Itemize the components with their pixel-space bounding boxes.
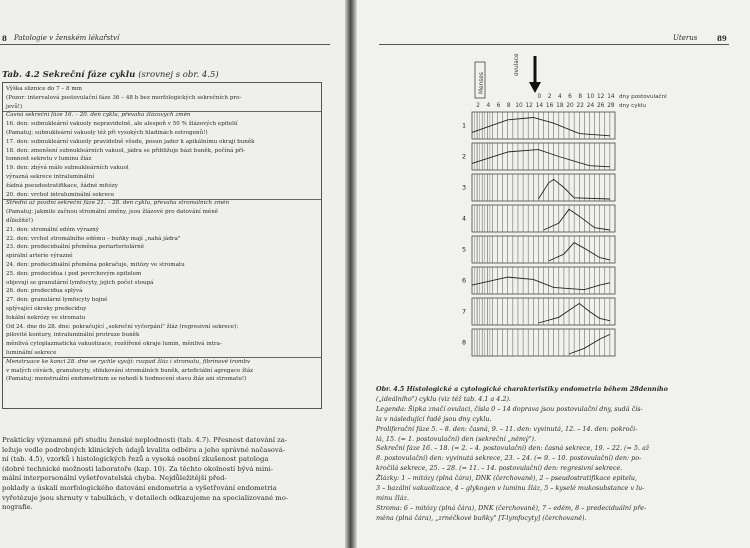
right-page <box>357 0 750 548</box>
row-number: 6 <box>462 276 467 285</box>
ovulation-label: ovulace <box>514 53 520 76</box>
left-page-number: 8 <box>2 34 7 43</box>
table-line: jevů!) <box>6 103 23 110</box>
table-line: 26. den: predecidua splývá <box>6 288 83 295</box>
table-title: Tab. 4.2 Sekreční fáze cyklu (srovnej s obr. 4.5) <box>2 70 219 80</box>
cycle-tick-label: 2 <box>476 103 480 109</box>
figure-row <box>462 143 615 170</box>
postovulatory-tick-label: 6 <box>568 94 572 100</box>
table-line: žádná pseudostratifikace, žádné mitózy <box>6 182 118 189</box>
cycle-tick-label: 4 <box>486 103 491 109</box>
table-line: Časná sekreční fáze 16. – 20. den cyklu, převaha žlázových změn <box>6 112 191 119</box>
table-line: 24. den: predeciduální přeměna pokračuje, mitózy ve stromatu <box>6 262 185 268</box>
figure-row <box>462 329 615 356</box>
table-line: 23. den: predeciduální přeměna periarteriolárně <box>6 244 145 251</box>
row-number: 7 <box>462 307 467 316</box>
cycle-days-label: dny cyklu <box>619 103 646 109</box>
figure-row <box>462 205 615 232</box>
caption-line: Žlázky: 1 – mitózy (plná čára), DNK (čerchovaně), 2 – pseudostratifikace epitelu, <box>376 474 638 483</box>
cycle-tick-label: 28 <box>607 103 615 109</box>
row-curve <box>544 209 610 230</box>
table-line: 27. den: granulární lymfocyty hojné <box>6 297 108 304</box>
table-line: v malých cévách, granulocyty, shlukování stromálních buněk, arteficiální agregace žláz <box>6 367 254 374</box>
table-line: (Pamatuj: menstruální endometrium se nehodí k hodnocení stavu žláz ani stromatu!) <box>6 376 247 383</box>
table-line: splývající okrsky predeciduy <box>6 306 87 312</box>
table-line: (Pozor: intervalová postovulační fáze 36 – 48 h bez morfologických sekrečních pro- <box>6 94 242 101</box>
table-line: 21. den: stromální edém výrazný <box>6 226 99 233</box>
table-line: fokální nekrózy ve stromatu <box>6 314 86 321</box>
cycle-tick-label: 22 <box>576 103 584 109</box>
row-number: 5 <box>462 245 467 254</box>
caption-line: 3 – bazální vakuolizace, 4 – glykogen v luminu žláz, 5 – kyselé mukosubstance v lu- <box>376 484 645 492</box>
postovulatory-days-label: dny postovulační <box>619 94 667 100</box>
postovulatory-tick-label: 12 <box>596 94 605 100</box>
cycle-tick-label: 24 <box>586 103 595 109</box>
table-title-note: (srovnej s obr. 4.5) <box>138 70 219 80</box>
cycle-tick-label: 10 <box>515 103 523 109</box>
row-number: 4 <box>462 214 467 223</box>
body-line: vyřetězuje jsou shrnuty v tabulkách, v detailech odkazujeme na specializované mo- <box>2 493 289 502</box>
right-running-head: Uterus <box>673 34 698 42</box>
caption-line: Stroma: 6 – mitózy (plná čára), DNK (čerchovaně), 7 – edém, 8 – predeciduální pře- <box>376 503 647 512</box>
menses-label: Menses <box>479 72 485 94</box>
cycle-tick-label: 16 <box>545 103 554 109</box>
figure-row <box>462 236 615 263</box>
postovulatory-tick-label: 14 <box>607 94 615 100</box>
cycle-tick-label: 8 <box>506 103 511 109</box>
body-line: (dobré technické možnosti laboratoře (kap. 10). Za těchto okolností bývá mini- <box>2 464 274 473</box>
figure-row <box>462 267 615 294</box>
caption-line: lá, 15. (= 1. postovulační) den (sekreční „němý"). <box>376 434 536 443</box>
cycle-tick-label: 26 <box>596 103 605 109</box>
caption-line: měna (plná čára), „zrnéčkové buňky" [T-lymfocyty] (čerchovaně). <box>376 513 587 522</box>
table-line: důležité!) <box>6 218 34 224</box>
cycle-day-scale <box>476 103 615 109</box>
table-line: (Pamatuj: jakmile začnou stromální změny, jsou žlázové pro datování méně <box>6 209 219 216</box>
body-line: nografie. <box>2 503 33 512</box>
table-line: 20. den: vrchol intraluminální sekrece <box>6 191 115 198</box>
postovulatory-tick-label: 0 <box>537 94 542 100</box>
figure-row <box>462 298 615 325</box>
postovulatory-tick-label: 10 <box>586 94 595 100</box>
table-line: luminální sekrece <box>6 350 57 356</box>
table-line: 18. den: zmenšení subnukleárních vakuol, jádra se přibližuje bázi buněk, počíná pří- <box>6 147 246 154</box>
cycle-tick-label: 14 <box>535 103 544 109</box>
cycle-tick-label: 12 <box>525 103 533 109</box>
caption-line: Obr. 4.5 Histologické a cytologické charakteristiky endometria během 28denního <box>376 385 668 393</box>
caption-line: Sekreční fáze 16. – 18. (= 2. – 4. postovulační) den: časná sekrece, 19. – 22. (= 5. až <box>376 444 650 453</box>
table-section-divider <box>3 111 321 112</box>
table-section-divider <box>3 357 321 358</box>
cycle-tick-label: 18 <box>556 103 564 109</box>
table-line: (Pamatuj: subnukleární vakuoly též při vysokých hladinách estrogenů!) <box>6 130 208 136</box>
table-line: měnlivá cytoplazmatická vakuolizace, rozšířené okraje lumin, měnlivá intra- <box>6 341 222 348</box>
postovulatory-scale <box>538 94 615 100</box>
postovulatory-tick-label: 2 <box>547 94 552 100</box>
row-number: 2 <box>462 152 467 161</box>
figure-row <box>462 174 615 201</box>
row-number: 3 <box>462 183 467 192</box>
body-line: ležuje vedle podrobných klinických údajů kvalita odběru a jeho správné načasová- <box>2 445 286 454</box>
cycle-tick-label: 6 <box>496 103 501 109</box>
table-section-divider <box>3 199 321 200</box>
table-line: 17. den: subnukleární vakuoly pravidelně všude, posun jader k apikálnímu okraji buněk <box>6 138 255 145</box>
sekrecni-faze-table <box>2 82 322 409</box>
left-running-head: Patologie v ženském lékařství <box>14 34 120 42</box>
table-line: 16. den: subnukleární vakuoly nepravidelně, ale alespoň v 50 % žlázových epitelií <box>6 121 238 128</box>
table-line: 22. den: vrchol stromálního edému – buňky mají „nahá jádra" <box>6 235 181 242</box>
caption-line: Legenda: Šipka značí ovulaci, čísla 0 – 14 doprava jsou postovulační dny, sudá čís- <box>376 404 643 413</box>
table-line: 25. den: predecidua i pod povrchovým epitelem <box>6 270 142 277</box>
body-line: ní (tab. 4.5), vzorků i histologických řezů a vysoká osobní zkušenost patologa <box>2 455 269 464</box>
book-gutter <box>345 0 357 548</box>
body-line: poklady a úskalí morfologického datování endometria a vyšetřování endometria <box>2 484 277 492</box>
table-line: Menstruace ke konci 28. dne se rychle vyvíjí: rozpad žláz i stromatu, fibrinové trombv <box>6 358 251 365</box>
row-number: 1 <box>462 121 467 130</box>
figure-row <box>462 112 615 139</box>
table-line: Střední až pozdní sekreční fáze 21. – 28. den cyklu, převaha stromálních změn <box>6 200 230 207</box>
cycle-tick-label: 20 <box>566 103 574 109</box>
body-line: mální interpersonální vyšetřovatelská chyba. Nejdůležitější před- <box>2 474 227 483</box>
table-line: pilovité kontury, intraluminální protruze buněk <box>6 332 140 339</box>
table-line: výrazná sekrece intraluminální <box>6 174 95 180</box>
postovulatory-tick-label: 4 <box>557 94 562 100</box>
endometrium-cycle-figure <box>357 0 750 360</box>
right-page-number: 89 <box>717 34 727 43</box>
ovulation-arrow-icon <box>529 56 541 93</box>
table-line: Výška sliznice do 7 – 8 mm <box>6 86 82 92</box>
caption-line: minu žláz. <box>376 493 409 502</box>
table-line: 19. den: zbývá málo subnukleárních vakuol <box>6 165 129 172</box>
left-page <box>0 0 345 548</box>
caption-line: 8. postovulační) den: vyvinutá sekrece, 23. – 24. (= 9. – 10. postovulační) den: po- <box>376 454 642 463</box>
table-line: Od 24. dne do 28. dne: pokračující „sekreční vyčerpání" žláz (regresivní sekrece): <box>6 323 239 330</box>
table-line: objevují se granulární lymfocyty, jejich počet stoupá <box>6 279 154 286</box>
caption-line: la v následující řadě jsou dny cyklu. <box>376 414 492 423</box>
body-line: Prakticky významné při studiu ženské neplodnosti (tab. 4.7). Přesnost datování za- <box>2 436 288 444</box>
postovulatory-tick-label: 8 <box>578 94 583 100</box>
table-line: tomnost sekretu v luminu žláz <box>6 156 92 163</box>
row-number: 8 <box>462 338 467 347</box>
figure-rows <box>462 112 615 356</box>
caption-line: Proliferační fáze 5. – 8. den: časná, 9. – 11. den: vyvinutá, 12. – 14. den: pokroči- <box>376 424 638 433</box>
caption-line: kročilá sekrece, 25. – 28. (= 11. – 14. postovulační) den: regresivní sekrece. <box>376 464 623 473</box>
caption-line: („ideálního") cyklu (viz též tab. 4.1 a 4.2). <box>376 394 511 403</box>
table-line: spirální arterie výrazné <box>6 253 73 260</box>
header-rule <box>0 44 330 45</box>
